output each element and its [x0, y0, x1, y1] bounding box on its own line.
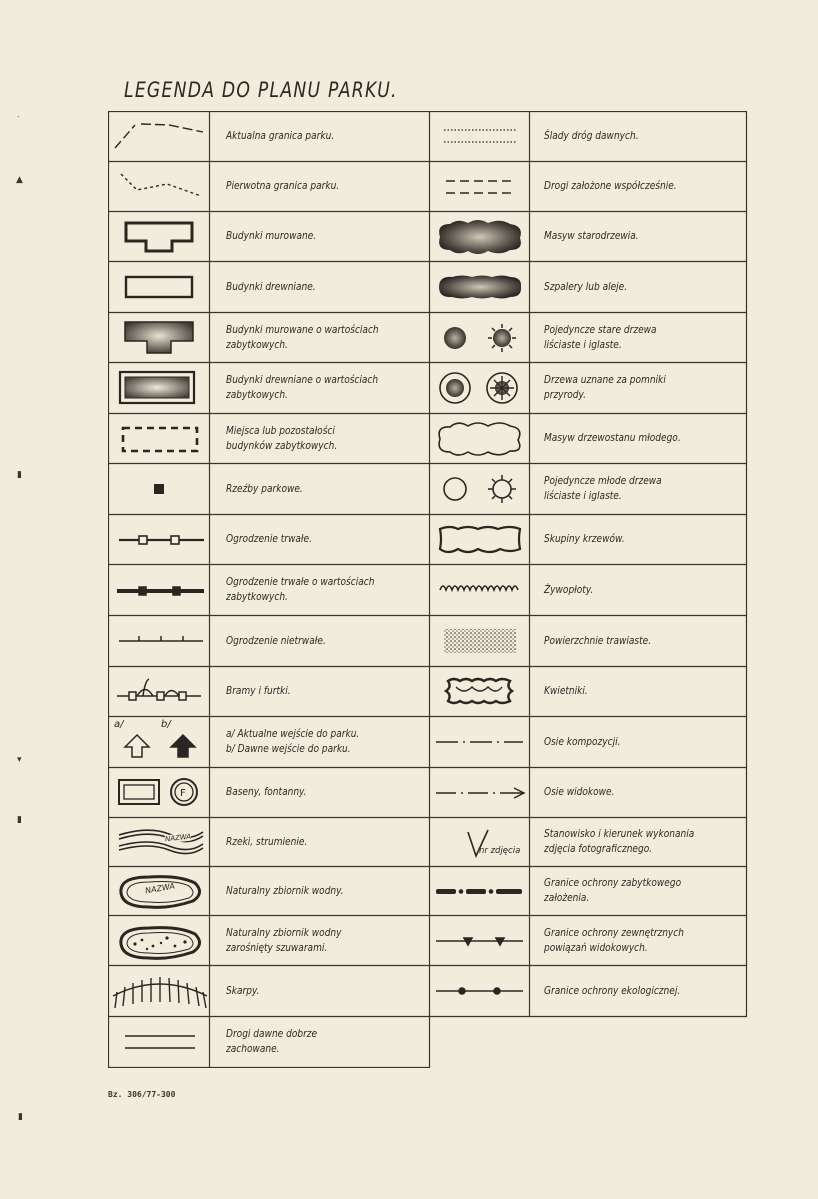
building-remains-icon: [109, 414, 209, 463]
margin-mark: ˙: [16, 116, 21, 126]
legend-label: Naturalny zbiornik wodny zarośnięty szuwarami.: [226, 926, 342, 954]
print-code: Bz. 306/77-300: [108, 1090, 176, 1099]
young-single-trees-icon: [430, 464, 529, 514]
legend-row-right-10: [544, 565, 601, 615]
old-tree-mass-icon: [430, 212, 529, 261]
legend-label: Szpalery lub aleje.: [544, 280, 628, 293]
legend-label: Ogrodzenie trwałe o wartościach zabytkowych.: [226, 576, 375, 603]
legend-row-left-4: [226, 262, 330, 312]
legend-label: Rzeki, strumienie.: [226, 835, 308, 848]
legend-label: Drogi założone współcześnie.: [544, 180, 677, 192]
legend-label: Drogi dawne dobrze zachowane.: [226, 1028, 318, 1055]
legend-label: Pierwotna granica parku.: [226, 180, 340, 192]
old-road-traces-icon: [430, 112, 529, 161]
legend-row-right-12: [544, 667, 595, 716]
legend-label: Skupiny krzewów.: [544, 533, 625, 545]
legend-row-left-2: [226, 162, 358, 211]
legend-label: Naturalny zbiornik wodny.: [226, 884, 344, 897]
legend-label: Osie widokowe.: [544, 786, 615, 798]
pool-fountain-icon: [109, 768, 209, 817]
temporary-fence-icon: [109, 616, 209, 666]
legend-row-left-14: [226, 768, 320, 817]
legend-label: Budynki murowane.: [226, 230, 317, 242]
overgrown-pond-icon: [109, 916, 209, 965]
margin-mark: ▮: [18, 1112, 23, 1122]
entrance-b-mark: b/: [161, 719, 171, 730]
photo-station-svg: [430, 818, 529, 866]
legend-label: Masyw starodrzewia.: [544, 230, 639, 242]
legend-row-left-10: [226, 565, 399, 615]
legend-label: Baseny, fontanny.: [226, 786, 307, 798]
legend-row-left-17: [226, 916, 360, 965]
legend-row-right-16: [544, 867, 703, 915]
entrance-arrows-svg: [109, 717, 209, 767]
legend-row-left-6: [226, 363, 403, 413]
current-boundary-icon: [109, 112, 209, 161]
pond-name-text: NAZWA: [144, 881, 176, 896]
legend-label: Granice ochrony ekologicznej.: [544, 984, 681, 997]
pond-icon: [109, 867, 209, 915]
legend-row-left-18: [226, 966, 265, 1016]
margin-mark: ▲: [16, 175, 23, 185]
original-boundary-icon: [109, 162, 209, 211]
legend-label: Osie kompozycji.: [544, 735, 621, 748]
legend-row-left-3: [226, 212, 331, 261]
legend-row-left-11: [226, 616, 342, 666]
legend-row-left-9: [226, 515, 326, 564]
legend-label: Aktualna granica parku.: [226, 130, 335, 142]
legend-row-right-1: [544, 112, 654, 161]
lawn-icon: [430, 616, 529, 666]
legend-table: [108, 111, 748, 1068]
legend-label: Bramy i furtki.: [226, 685, 291, 697]
shrub-group-icon: [430, 515, 529, 564]
legend-label: Budynki drewniane o wartościach zabytkowych.: [226, 374, 379, 401]
legend-label: Powierzchnie trawiaste.: [544, 634, 652, 647]
masonry-building-icon: [109, 212, 209, 261]
svg-text:F: F: [180, 788, 186, 799]
margin-mark: ▮: [17, 470, 22, 480]
river-name-text: NAZWA: [164, 832, 192, 844]
entrance-arrows-icon: [109, 717, 209, 767]
view-axis-icon: [430, 768, 529, 817]
tree-alley-icon: [430, 262, 529, 312]
legend-label: Granice ochrony zewnętrznych powiązań widokowych.: [544, 926, 684, 954]
legend-row-left-19: [226, 1017, 332, 1067]
sculpture-icon: [109, 464, 209, 514]
legend-row-left-12: [226, 667, 301, 716]
legend-label: Ślady dróg dawnych.: [544, 130, 639, 142]
legend-label: Budynki murowane o wartościach zabytkowych.: [226, 323, 379, 351]
historic-fence-icon: [109, 565, 209, 615]
legend-row-right-8: [544, 464, 681, 514]
river-icon: [109, 818, 209, 866]
escarpment-icon: [109, 966, 209, 1016]
legend-row-left-13: [226, 717, 381, 767]
river-svg: [109, 818, 209, 866]
composition-axis-icon: [430, 717, 529, 767]
legend-label: a/ Aktualne wejście do parku. b/ Dawne wejście do parku.: [226, 728, 360, 755]
legend-row-left-16: [226, 867, 363, 915]
legend-row-right-5: [544, 313, 675, 362]
legend-label: Pojedyncze stare drzewa liściaste i iglaste.: [544, 323, 657, 351]
legend-row-left-1: [226, 112, 352, 161]
old-single-trees-icon: [430, 313, 529, 362]
margin-mark: ▾: [17, 755, 22, 765]
legend-row-right-2: [544, 162, 698, 211]
legend-row-right-4: [544, 262, 641, 312]
legend-row-left-15: [226, 818, 320, 866]
old-road-icon: [109, 1017, 209, 1067]
legend-label: Ogrodzenie nietrwałe.: [226, 634, 326, 647]
legend-label: Miejsca lub pozostałości budynków zabytkowych.: [226, 424, 338, 452]
young-tree-mass-icon: [430, 414, 529, 463]
wooden-building-icon: [109, 262, 209, 312]
legend-row-right-13: [544, 717, 633, 767]
legend-label: Żywopłoty.: [544, 583, 594, 596]
legend-row-right-9: [544, 515, 638, 564]
legend-row-left-5: [226, 313, 404, 362]
permanent-fence-icon: [109, 515, 209, 564]
legend-row-right-17: [544, 916, 707, 965]
legend-label: Kwietniki.: [544, 685, 588, 697]
heritage-protection-boundary-icon: [430, 867, 529, 915]
legend-label: Skarpy.: [226, 984, 260, 997]
legend-label: Masyw drzewostanu młodego.: [544, 432, 681, 444]
legend-row-right-11: [544, 616, 669, 666]
ecological-protection-boundary-icon: [430, 966, 529, 1016]
margin-mark: ▮: [17, 815, 22, 825]
legend-label: Granice ochrony zabytkowego założenia.: [544, 877, 682, 904]
external-protection-boundary-icon: [430, 916, 529, 965]
gate-icon: [109, 667, 209, 716]
legend-row-right-3: [544, 212, 654, 261]
legend-label: Ogrodzenie trwałe.: [226, 533, 312, 545]
photo-station-icon: [430, 818, 529, 866]
legend-row-left-8: [226, 464, 315, 514]
legend-row-left-7: [226, 414, 355, 463]
entrance-a-mark: a/: [114, 719, 124, 730]
historic-masonry-building-icon: [109, 313, 209, 362]
legend-label: Rzeźby parkowe.: [226, 482, 303, 495]
photo-number-text: nr zdjęcia: [479, 846, 521, 856]
legend-row-right-7: [544, 414, 703, 463]
flowerbed-icon: [430, 667, 529, 716]
legend-label: Pojedyncze młode drzewa liściaste i iglaste.: [544, 475, 662, 502]
legend-title: LEGENDA DO PLANU PARKU.: [124, 78, 398, 102]
legend-label: Budynki drewniane.: [226, 280, 316, 293]
monument-trees-icon: [430, 363, 529, 413]
legend-label: Drzewa uznane za pomniki przyrody.: [544, 374, 666, 401]
legend-row-right-15: [544, 818, 719, 866]
legend-row-right-18: [544, 966, 702, 1016]
legend-label: Stanowisko i kierunek wykonania zdjęcia fotograficznego.: [544, 828, 695, 855]
legend-row-right-6: [544, 363, 686, 413]
historic-wooden-building-icon: [109, 363, 209, 413]
hedge-icon: [430, 565, 529, 615]
modern-road-icon: [430, 162, 529, 211]
legend-row-right-14: [544, 768, 626, 817]
